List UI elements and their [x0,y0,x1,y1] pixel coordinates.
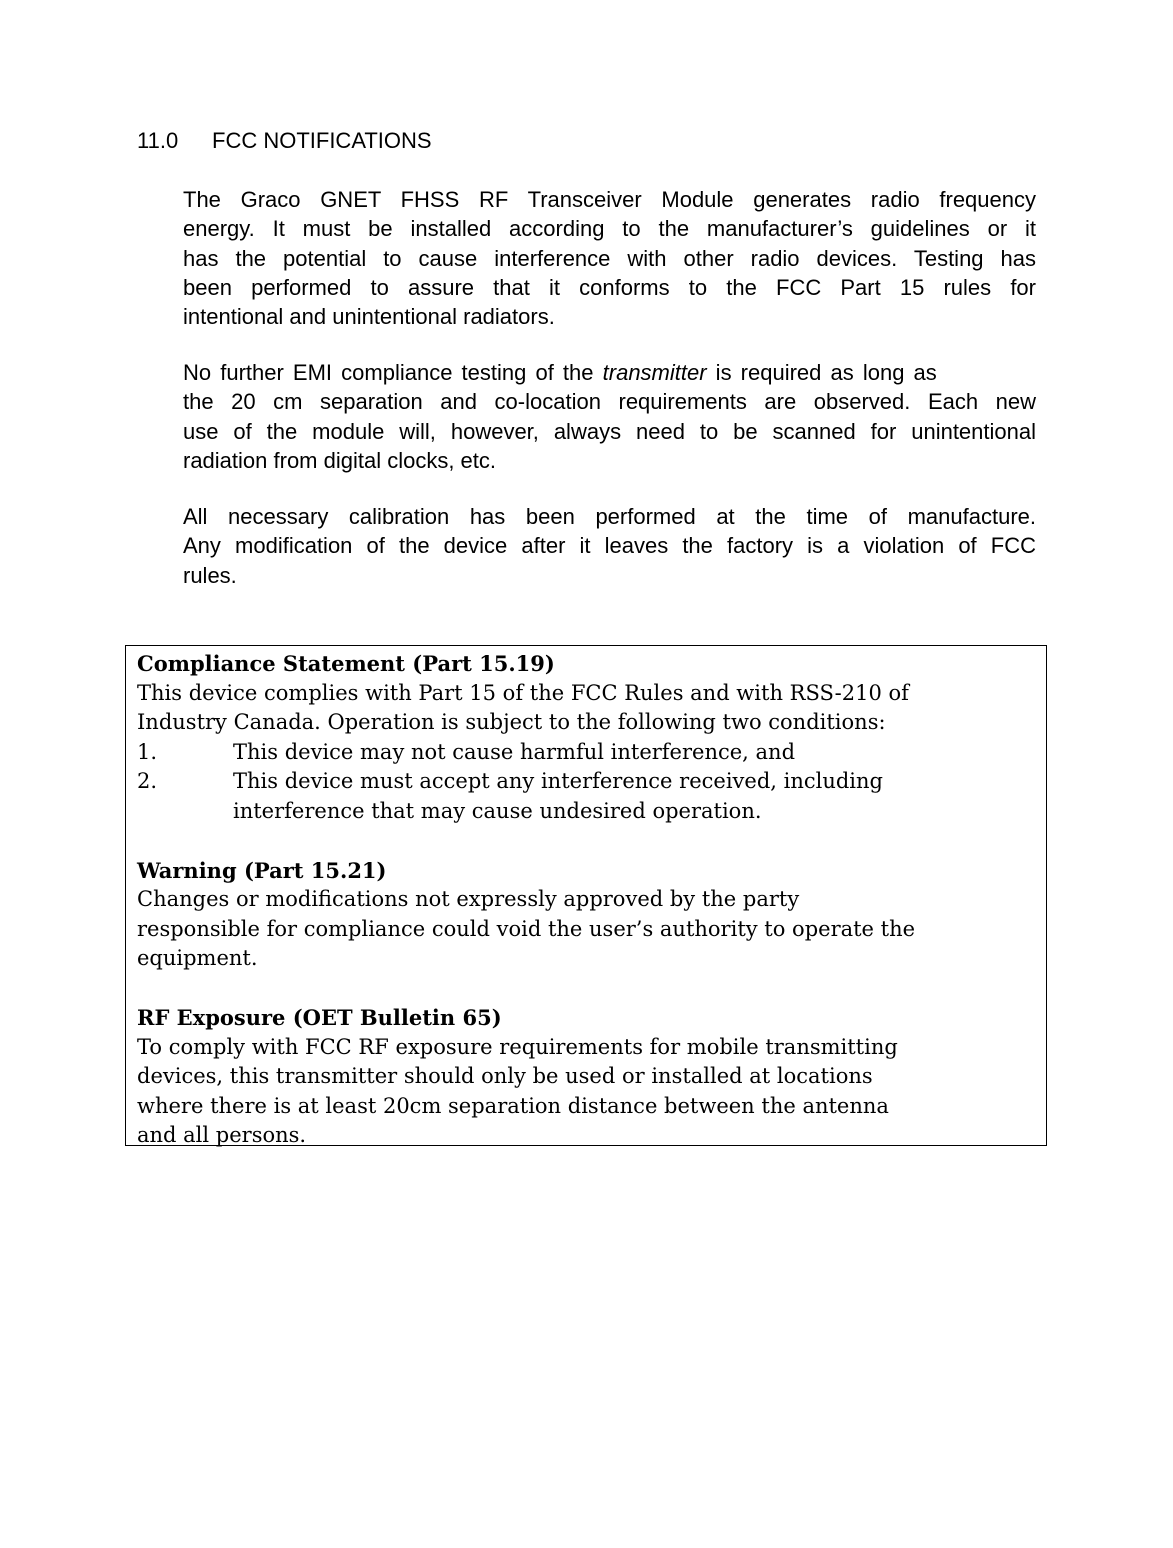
warning-title: Warning (Part 15.21) [137,857,387,883]
text-line: where there is at least 20cm separation distance between the antenna [137,1093,889,1118]
text-line: To comply with FCC RF exposure requirements for mobile transmitting [137,1034,898,1059]
text-line: devices, this transmitter should only be used or installed at locations [137,1064,873,1088]
text-line: and all persons. [137,1123,307,1147]
text-line: Industry Canada. Operation is subject to the following two conditions: [137,710,886,734]
text-line: Any modification of the device after it leaves the factory is a violation of FCC [183,533,1036,559]
rf-exposure-title: RF Exposure (OET Bulletin 65) [137,1005,502,1030]
paragraph-emi [183,358,1036,475]
text-line [183,358,1036,387]
condition-item [137,738,915,768]
text-line: This device may not cause harmful interference, and [233,739,796,764]
text-line: interference that may cause undesired operation. [233,798,762,823]
text-line: responsible for compliance could void the user’s authority to operate the [137,916,916,941]
condition-item [137,767,915,826]
text-line: Changes or modifications not expressly approved by the party [137,887,800,911]
section-number: 11.0 [137,128,179,153]
text-segment: is required as long as [706,360,937,385]
compliance-title: Compliance Statement (Part 15.19) [137,651,555,676]
regulatory-statement-box [125,645,1047,1146]
emphasis-transmitter: transmitter [602,360,707,385]
item-number: 1. [137,739,158,764]
text-line: intentional and unintentional radiators. [183,304,555,330]
text-line: equipment. [137,946,258,970]
text-line: radiation from digital clocks, etc. [183,447,497,473]
text-line: This device complies with Part 15 of the FCC Rules and with RSS-210 of [137,680,909,705]
paragraph-intro [183,185,1036,331]
text-line: has the potential to cause interference with other radio devices. Testing has [183,245,1036,271]
text-line: All necessary calibration has been performed at the time of manufacture. [183,504,1036,529]
text-line: rules. [183,562,237,588]
text-line: This device must accept any interference received, including [233,769,883,793]
paragraph-calibration [183,502,1036,590]
text-segment: No further EMI compliance testing of the [183,360,603,385]
text-line: been performed to assure that it conforms to the FCC Part 15 rules for [183,274,1036,300]
text-line: use of the module will, however, always need to be scanned for unintentional [183,418,1036,444]
text-line: The Graco GNET FHSS RF Transceiver Module generates radio frequency [183,187,1036,212]
text-line: energy. It must be installed according to the manufacturer’s guidelines or it [183,216,1036,242]
item-number: 2. [137,769,158,793]
section-title: FCC NOTIFICATIONS [212,128,432,153]
text-line: the 20 cm separation and co-location requirements are observed. Each new [183,389,1036,415]
